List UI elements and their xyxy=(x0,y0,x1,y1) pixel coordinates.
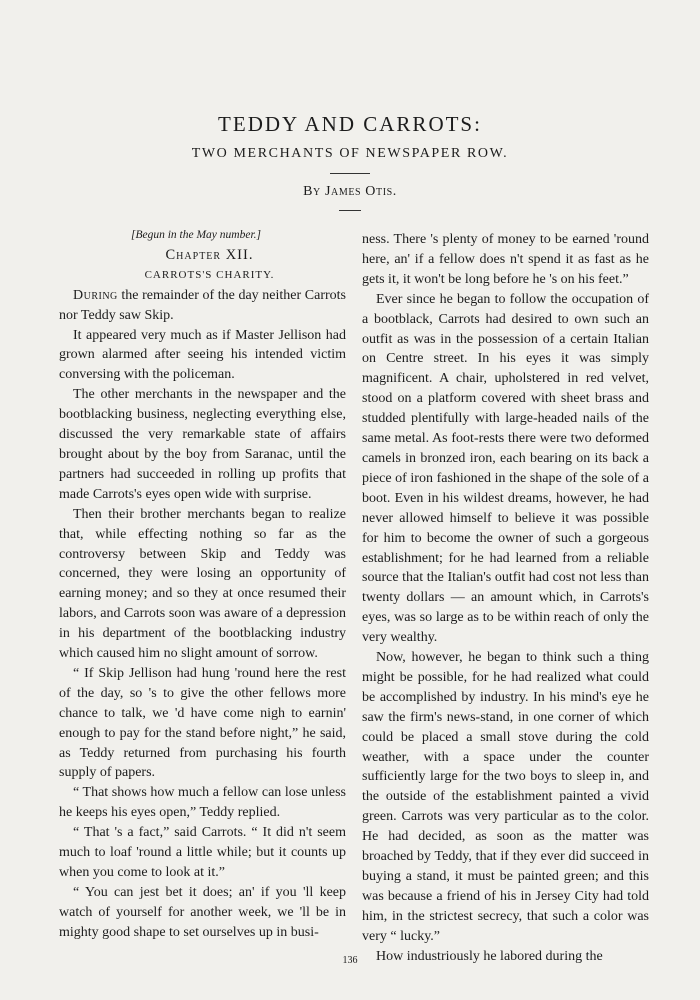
paragraph: “ That shows how much a fellow can lose unless he keeps his eyes open,” Teddy replied. xyxy=(59,785,346,821)
paragraph: It appeared very much as if Master Jellison had grown alarmed after seeing his intended victim conversing with the policeman. xyxy=(59,327,346,383)
paragraph: Then their brother merchants began to realize that, while effecting nothing so far as the controversy between Skip and Teddy was concerned, they were losing an opportunity of earning money; and so they at once resumed their labors, and Carrots soon was aware of a depression in his department of the bootblacking industry which caused him no slight amount of sorrow. xyxy=(59,506,346,662)
title-rule xyxy=(330,173,370,174)
chapter-heading: Chapter XII. xyxy=(165,246,254,263)
paragraph: Ever since he began to follow the occupation of a bootblack, Carrots had desired to own such an outfit as was in the possession of a certain Italian on Centre street. In his eyes it was simply magnificent. A chair, upholstered in red velvet, stood on a platform covered with sheet brass and studded plentifully with large-headed nails of the same metal. As foot-rests there were two deformed camels in bronzed iron, each bearing on its back a piece of iron fashioned in the shape of the sole of a boot. Even in his wildest dreams, however, he had never allowed himself to believe it was possible for him to become the owner of such a gorgeous establishment; for he had learned from a reliable source that the Italian's outfit had cost not less than twenty dollars — an amount which, in Carrots's eyes, was so large as to be within reach of only the very wealthy. xyxy=(362,291,649,646)
paragraph: How industriously he labored during the xyxy=(376,948,603,964)
paragraph: “ You can jest bet it does; an' if you 'll keep watch of yourself for another week, we 'll be in mighty good shape to set ourselves up in busi- xyxy=(59,884,346,940)
opening-paragraph xyxy=(59,286,346,326)
byline-rule xyxy=(339,210,361,211)
chapter-title: CARROTS'S CHARITY. xyxy=(144,268,275,281)
paragraph: The other merchants in the newspaper and the bootblacking business, neglecting everything else, discussed the very remarkable state of affairs brought about by the boy from Saranac, until the partners had succeeded in rolling up profits that made Carrots's eyes open wide with surprise. xyxy=(59,387,346,502)
paragraph: “ That 's a fact,” said Carrots. “ It did n't seem much to loaf 'round a little while; but it counts up when you come to look at it.” xyxy=(59,825,346,880)
opening-word: During xyxy=(73,287,118,303)
page-number: 136 xyxy=(342,955,358,966)
story-subtitle: TWO MERCHANTS OF NEWSPAPER ROW. xyxy=(191,146,509,161)
right-column xyxy=(362,230,649,967)
continued-paragraph: ness. There 's plenty of money to be earned 'round here, an' if a fellow does n't spend it as fast as he gets it, it won't be long before he 's on his feet.” xyxy=(362,232,649,287)
paragraph: Now, however, he began to think such a thing might be possible, for he had realized what could be accomplished by industry. In his mind's eye he saw the firm's news-stand, in one corner of which could be placed a small stove during the cold weather, with a space under the counter sufficiently large for the two boys to sleep in, and the outside of the establishment painted a vivid green. Carrots was very particular as to the color. He had decided, as soon as the matter was broached by Teddy, that if they ever did succeed in buying a stand, it must be painted green; and this was because a friend of his in Jersey City had told him, in the strictest secrecy, that such a color was very “ lucky.” xyxy=(362,650,649,944)
paragraph: “ If Skip Jellison had hung 'round here the rest of the day, so 's to give the other fellows more chance to talk, we 'd have come nigh to earnin' enough to pay for the stand before night,” he said, as Teddy returned from purchasing his fourth supply of papers. xyxy=(59,665,346,781)
byline: By James Otis. xyxy=(303,184,397,199)
story-title: TEDDY AND CARROTS: xyxy=(218,112,482,136)
begun-note: [Begun in the May number.] xyxy=(131,229,261,241)
opening-text: the remainder of the day neither Carrots nor Teddy saw Skip. xyxy=(59,287,346,323)
left-column xyxy=(59,226,346,943)
